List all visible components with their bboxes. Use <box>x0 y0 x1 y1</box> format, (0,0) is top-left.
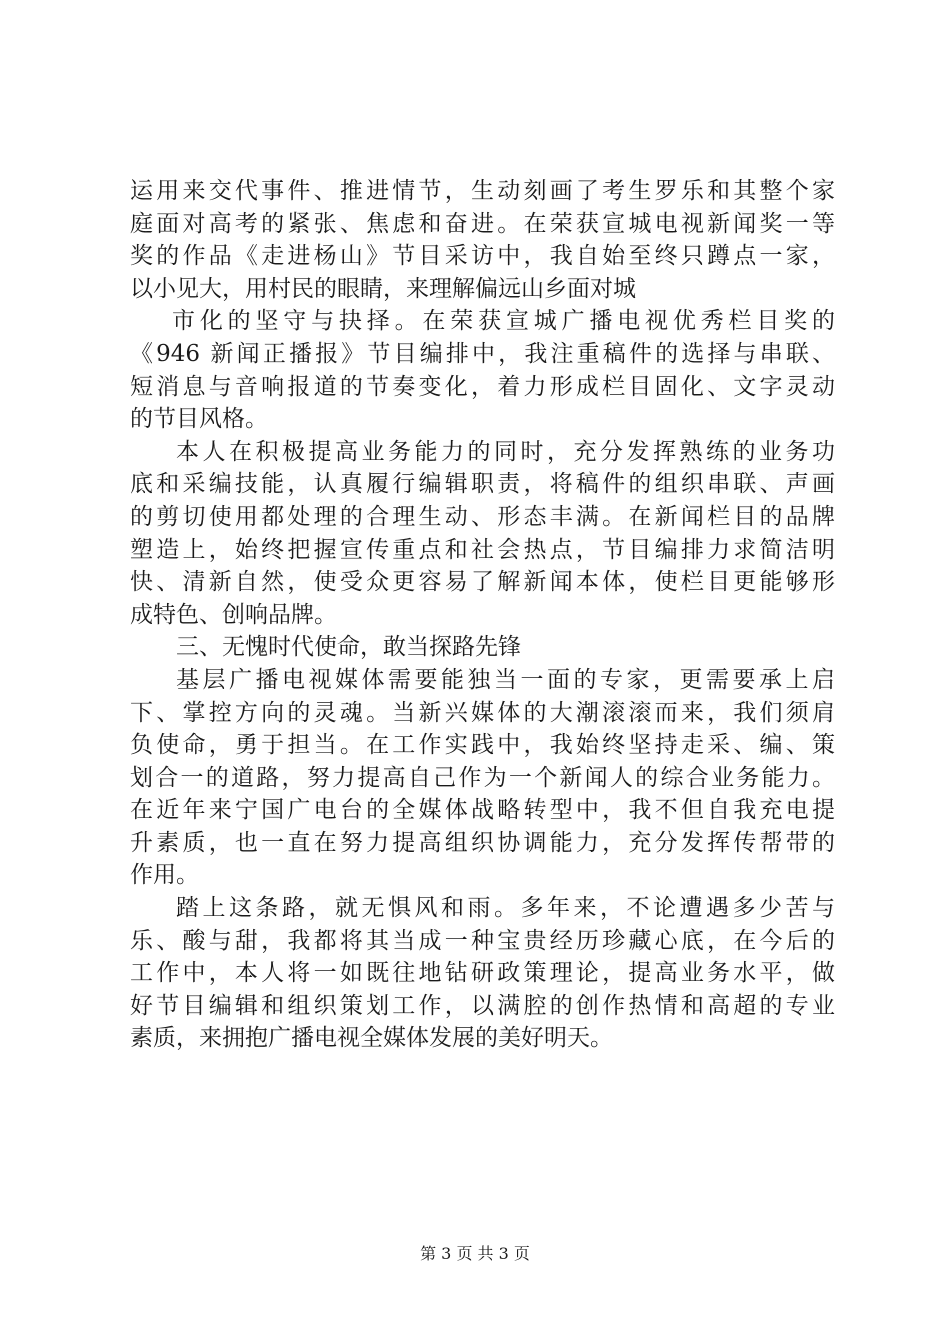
text-line: 的剪切使用都处理的合理生动、形态丰满。在新闻栏目的品牌 <box>130 503 835 530</box>
text-line: 快、清新自然，使受众更容易了解新闻本体，使栏目更能够形 <box>130 569 835 596</box>
text-line: 本人在积极提高业务能力的同时，充分发挥熟练的业务功 <box>176 438 835 465</box>
text-line: 庭面对高考的紧张、焦虑和奋进。在荣获宣城电视新闻奖一等 <box>130 210 835 237</box>
text-line: 踏上这条路，就无惧风和雨。多年来，不论遭遇多少苦与 <box>176 895 835 922</box>
text-line: 以小见大，用村民的眼睛，来理解偏远山乡面对城 <box>130 275 636 302</box>
text-line: 好节目编辑和组织策划工作，以满腔的创作热情和高超的专业 <box>130 992 835 1019</box>
text-line: 在近年来宁国广电台的全媒体战略转型中，我不但自我充电提 <box>130 797 835 824</box>
text-line: 塑造上，始终把握宣传重点和社会热点，节目编排力求简洁明 <box>130 536 835 563</box>
text-line: 市化的坚守与抉择。在荣获宣城广播电视优秀栏目奖的 <box>172 308 835 335</box>
text-line: 运用来交代事件、推进情节，生动刻画了考生罗乐和其整个家 <box>130 178 835 204</box>
text-line: 短消息与音响报道的节奏变化，着力形成栏目固化、文字灵动 <box>130 373 835 400</box>
text-line: 乐、酸与甜，我都将其当成一种宝贵经历珍藏心底，在今后的 <box>130 927 835 954</box>
text-line: 《946 新闻正播报》节目编排中，我注重稿件的选择与串联、 <box>130 340 835 367</box>
text-line: 划合一的道路，努力提高自己作为一个新闻人的综合业务能力。 <box>130 764 835 791</box>
text-line: 素质，来拥抱广播电视全媒体发展的美好明天。 <box>130 1025 613 1052</box>
text-line: 成特色、创响品牌。 <box>130 601 337 628</box>
text-line: 作用。 <box>130 862 199 889</box>
text-line: 下、掌控方向的灵魂。当新兴媒体的大潮滚滚而来，我们须肩 <box>130 699 835 726</box>
text-line: 三、无愧时代使命，敢当探路先锋 <box>176 634 521 661</box>
text-line: 的节目风格。 <box>130 406 268 433</box>
text-line: 奖的作品《走进杨山》节目采访中，我自始至终只蹲点一家， <box>130 243 835 270</box>
body-text <box>130 175 835 1055</box>
page-footer: 第 3 页 共 3 页 <box>420 1244 530 1263</box>
text-line: 底和采编技能，认真履行编辑职责，将稿件的组织串联、声画 <box>130 471 835 498</box>
text-line: 基层广播电视媒体需要能独当一面的专家，更需要承上启 <box>176 666 835 693</box>
text-line: 升素质，也一直在努力提高组织协调能力，充分发挥传帮带的 <box>130 829 835 856</box>
text-line: 工作中，本人将一如既往地钻研政策理论，提高业务水平，做 <box>130 960 835 987</box>
text-line: 负使命，勇于担当。在工作实践中，我始终坚持走采、编、策 <box>130 732 835 759</box>
